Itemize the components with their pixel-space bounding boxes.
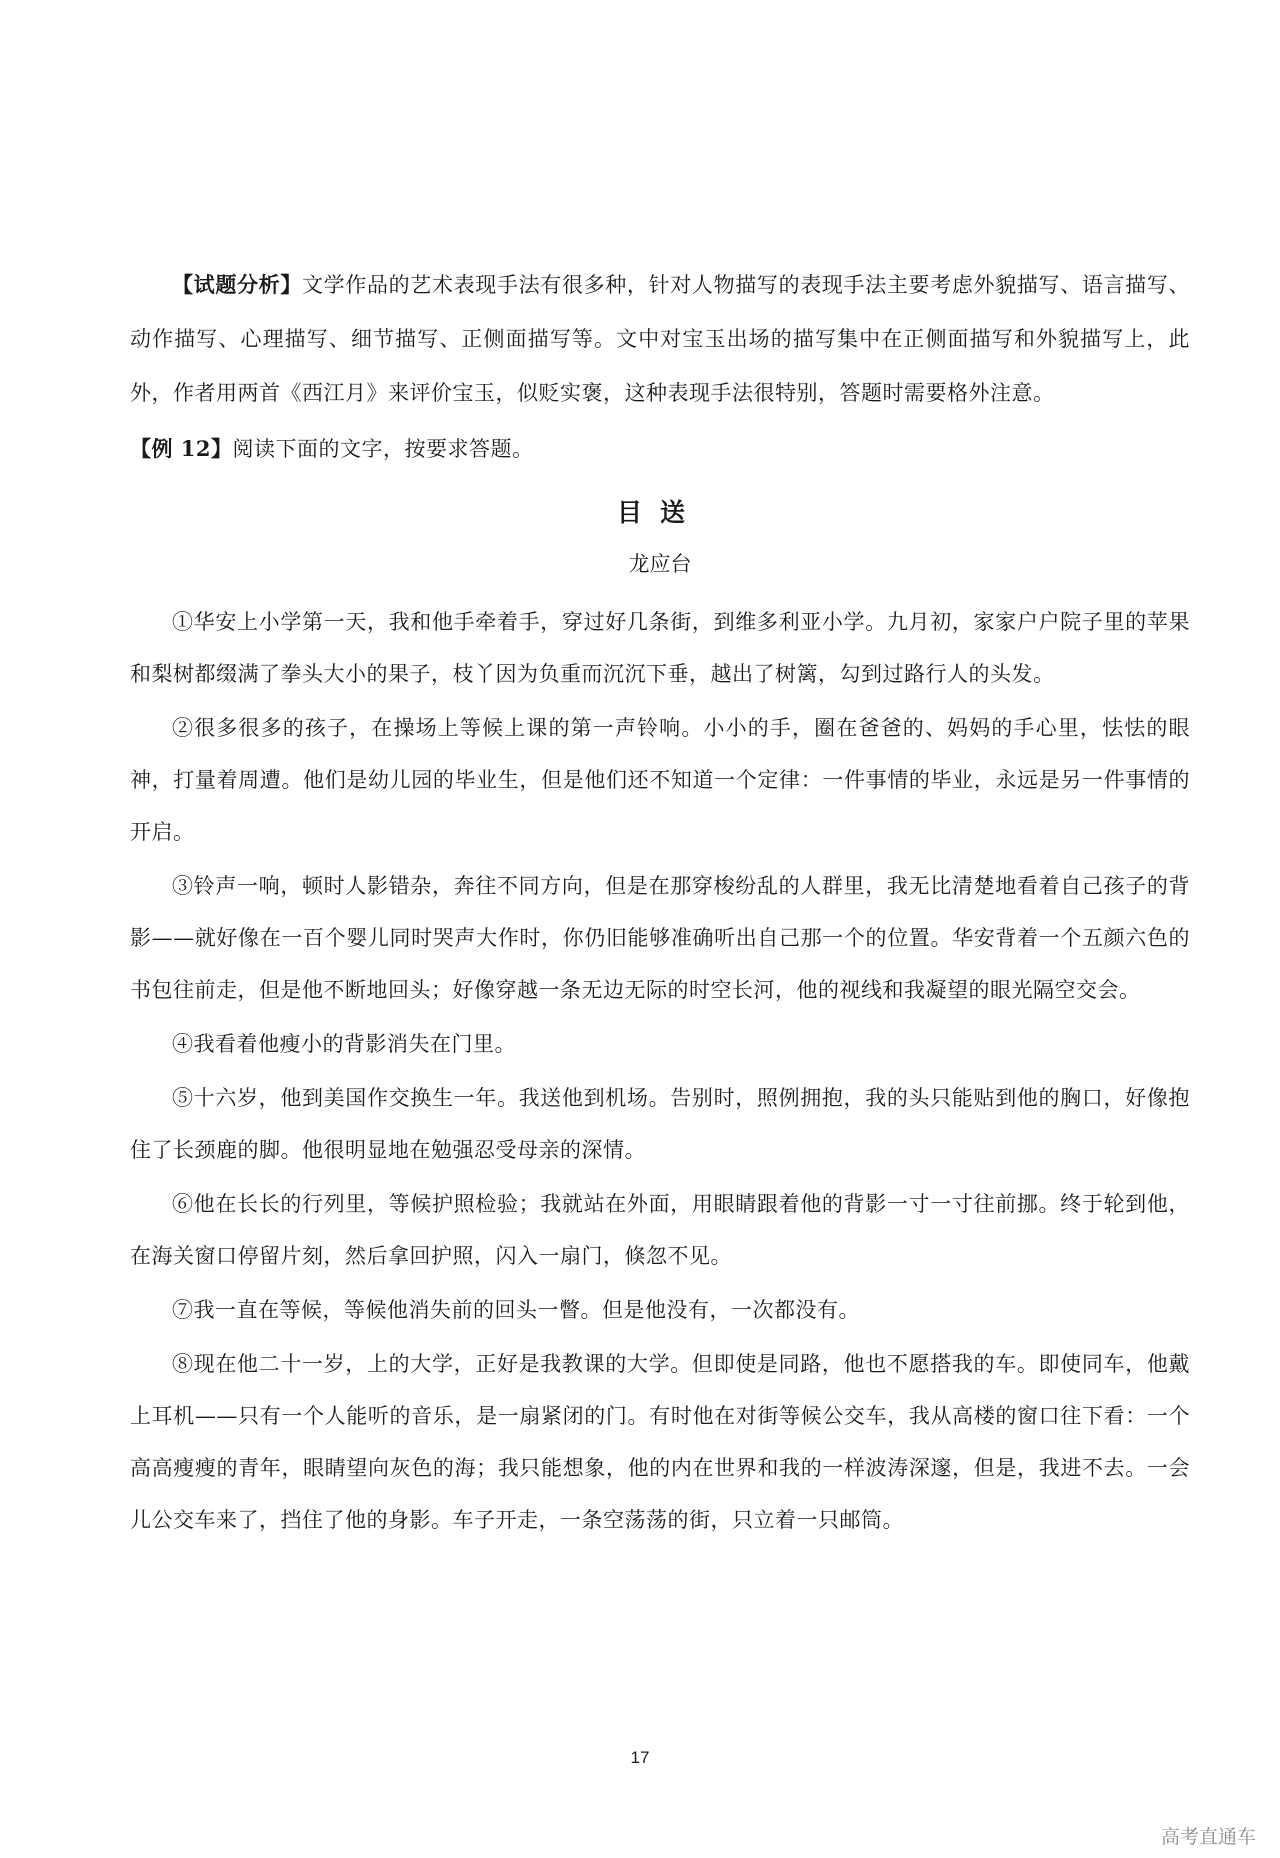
article-paragraph-1: ①华安上小学第一天，我和他手牵着手，穿过好几条街，到维多利亚小学。九月初，家家户户院子里的苹果和梨树都缀满了拳头大小的果子，枝丫因为负重而沉沉下垂，越出了树篱，勾到过路行人的头发。 xyxy=(130,610,1190,686)
page-number: 17 xyxy=(630,1748,650,1767)
article-paragraph-5: ⑤十六岁，他到美国作交换生一年。我送他到机场。告别时，照例拥抱，我的头只能贴到他的胸口，好像抱住了长颈鹿的脚。他很明显地在勉强忍受母亲的深情。 xyxy=(130,1086,1190,1162)
example-text: 阅读下面的文字，按要求答题。 xyxy=(232,437,534,461)
article-paragraph-3: ③铃声一响，顿时人影错杂，奔往不同方向，但是在那穿梭纷乱的人群里，我无比清楚地看着自己孩子的背影——就好像在一百个婴儿同时哭声大作时，你仍旧能够准确听出自己那一个的位置。华安背着一个五颜六色的书包往前走，但是他不断地回头；好像穿越一条无边无际的时空长河，他的视线和我凝望的眼光隔空交会。 xyxy=(130,874,1190,1002)
example-label: 【例 12】 xyxy=(130,436,233,461)
analysis-label: 【试题分析】 xyxy=(172,272,302,297)
article-title: 目送 xyxy=(616,498,703,527)
analysis-paragraph xyxy=(130,258,1190,420)
article-paragraph-7: ⑦我一直在等候，等候他消失前的回头一瞥。但是他没有，一次都没有。 xyxy=(172,1298,860,1322)
article-paragraph-6: ⑥他在长长的行列里，等候护照检验；我就站在外面，用眼睛跟着他的背影一寸一寸往前挪。终于轮到他，在海关窗口停留片刻，然后拿回护照，闪入一扇门，倏忽不见。 xyxy=(130,1192,1190,1268)
article-paragraph-2: ②很多很多的孩子，在操场上等候上课的第一声铃响。小小的手，圈在爸爸的、妈妈的手心里，怯怯的眼神，打量着周遭。他们是幼儿园的毕业生，但是他们还不知道一个定律：一件事情的毕业，永远是另一件事情的开启。 xyxy=(130,716,1190,844)
article-author: 龙应台 xyxy=(628,552,692,576)
watermark: 高考直通车 xyxy=(1160,1826,1256,1848)
analysis-text: 文学作品的艺术表现手法有很多种，针对人物描写的表现手法主要考虑外貌描写、语言描写、动作描写、心理描写、细节描写、正侧面描写等。文中对宝玉出场的描写集中在正侧面描写和外貌描写上，此外，作者用两首《西江月》来评价宝玉，似贬实褒，这种表现手法很特别，答题时需要格外注意。 xyxy=(130,273,1191,405)
article-paragraph-8: ⑧现在他二十一岁，上的大学，正好是我教课的大学。但即使是同路，他也不愿搭我的车。即使同车，他戴上耳机——只有一个人能听的音乐，是一扇紧闭的门。有时他在对街等候公交车，我从高楼的窗口往下看：一个高高瘦瘦的青年，眼睛望向灰色的海；我只能想象，他的内在世界和我的一样波涛深邃，但是，我进不去。一会儿公交车来了，挡住了他的身影。车子开走，一条空荡荡的街，只立着一只邮筒。 xyxy=(130,1352,1190,1532)
example-prompt xyxy=(130,422,1190,476)
article-body xyxy=(130,596,1190,1546)
page-content xyxy=(130,258,1190,1548)
article-paragraph-4: ④我看着他瘦小的背影消失在门里。 xyxy=(172,1032,516,1056)
